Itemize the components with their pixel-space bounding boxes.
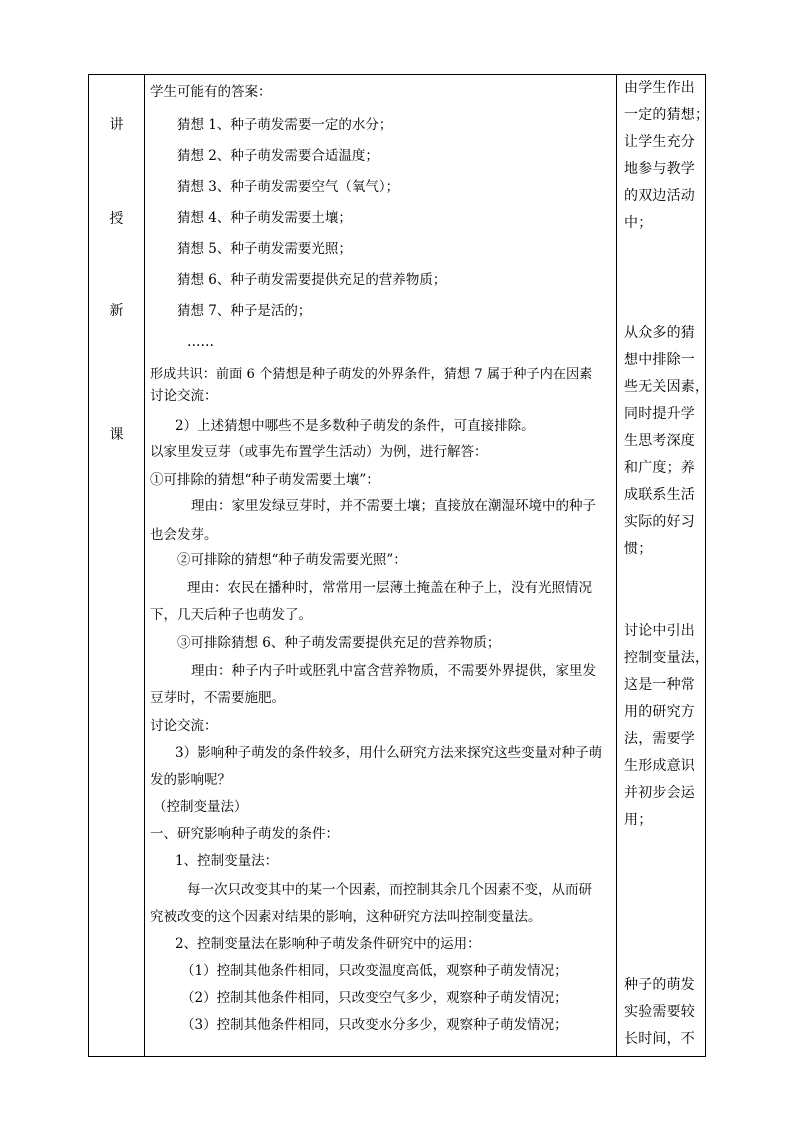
text-line: 理由：家里发绿豆芽时，并不需要土壤；直接放在潮湿环境中的种子 <box>191 498 596 514</box>
text-line: （控制变量法） <box>153 799 248 815</box>
note-line: 控制变量法， <box>624 650 710 666</box>
text-line: 2）上述猜想中哪些不是多数种子萌发的条件，可直接排除。 <box>175 418 535 434</box>
note-line: 中； <box>624 215 653 231</box>
text-line: 下，几天后种子也萌发了。 <box>150 607 312 623</box>
note-line: 种子的萌发 <box>624 977 695 993</box>
text-line: 究被改变的这个因素对结果的影响，这种研究方法叫控制变量法。 <box>150 909 542 925</box>
column-divider <box>616 75 617 1056</box>
note-line: 生形成意识 <box>624 758 695 774</box>
note-line: 用； <box>624 812 653 828</box>
note-line: 些无关因素， <box>624 379 710 395</box>
section-char: 讲 <box>109 117 124 133</box>
text-line: 猜想 4、种子萌发需要土壤； <box>177 210 352 226</box>
note-line: 实际的好习 <box>624 514 695 530</box>
note-line: 惯； <box>624 541 653 557</box>
text-line: 以家里发豆芽（或事先布置学生活动）为例，进行解答： <box>150 444 488 460</box>
note-line: 实验需要较 <box>624 1004 695 1020</box>
note-line: 的双边活动 <box>624 188 695 204</box>
section-char: 新 <box>109 303 124 319</box>
note-line: 用的研究方 <box>624 704 695 720</box>
section-char: 课 <box>109 427 124 443</box>
note-line: 法，需要学 <box>624 731 695 747</box>
note-line: 长时间，不 <box>624 1031 695 1047</box>
text-line: 形成共识：前面 6 个猜想是种子萌发的外界条件，猜想 7 属于种子内在因素 <box>150 367 593 382</box>
text-line: 一、研究影响种子萌发的条件： <box>150 826 339 842</box>
text-line: 发的影响呢？ <box>150 772 231 788</box>
text-line: 猜想 5、种子萌发需要光照； <box>177 241 352 257</box>
note-line: 这是一种常 <box>624 677 695 693</box>
text-line: （1）控制其他条件相同，只改变温度高低，观察种子萌发情况； <box>181 963 568 979</box>
note-line: 一定的猜想； <box>624 107 710 123</box>
note-line: 由学生作出 <box>624 80 695 96</box>
text-line: …… <box>187 334 214 350</box>
text-line: 3）影响种子萌发的条件较多，用什么研究方法来探究这些变量对种子萌 <box>175 745 603 761</box>
text-line: 豆芽时，不需要施肥。 <box>150 690 285 706</box>
note-line: 讨论中引出 <box>624 623 695 639</box>
section-char: 授 <box>109 211 124 227</box>
note-line: 地参与教学 <box>624 161 695 177</box>
text-line: （2）控制其他条件相同，只改变空气多少，观察种子萌发情况； <box>181 990 568 1006</box>
text-line: 猜想 2、种子萌发需要合适温度； <box>177 148 379 164</box>
text-line: 理由：种子内子叶或胚乳中富含营养物质，不需要外界提供，家里发 <box>191 663 596 679</box>
note-line: 和广度；养 <box>624 460 695 476</box>
text-line: 讨论交流： <box>150 388 218 404</box>
text-line: 每一次只改变其中的某一个因素，而控制其余几个因素不变，从而研 <box>187 882 592 898</box>
text-line: ①可排除的猜想“种子萌发需要土壤”： <box>150 472 380 488</box>
text-line: 猜想 7、种子是活的； <box>177 303 312 319</box>
text-line: 猜想 3、种子萌发需要空气（氧气）； <box>177 179 400 195</box>
note-line: 并初步会运 <box>624 785 695 801</box>
text-line: 学生可能有的答案： <box>150 84 272 100</box>
text-line: 1、控制变量法： <box>175 853 279 869</box>
text-line: 猜想 6、种子萌发需要提供充足的营养物质； <box>177 272 447 288</box>
text-line: 猜想 1、种子萌发需要一定的水分； <box>177 117 393 133</box>
text-line: 2、控制变量法在影响种子萌发条件研究中的运用： <box>175 936 481 952</box>
note-line: 同时提升学 <box>624 406 695 422</box>
text-line: 也会发芽。 <box>150 527 218 543</box>
text-line: ③可排除猜想 6、种子萌发需要提供充足的营养物质； <box>177 635 501 651</box>
note-line: 成联系生活 <box>624 487 695 503</box>
note-line: 生思考深度 <box>624 433 695 449</box>
text-line: 理由：农民在播种时，常常用一层薄土掩盖在种子上，没有光照情况 <box>187 580 592 596</box>
text-line: 讨论交流： <box>150 718 218 734</box>
note-line: 从众多的猜 <box>624 325 695 341</box>
text-line: （3）控制其他条件相同，只改变水分多少，观察种子萌发情况； <box>181 1017 568 1033</box>
text-line: ②可排除的猜想“种子萌发需要光照”： <box>177 552 407 568</box>
note-line: 想中排除一 <box>624 352 695 368</box>
note-line: 让学生充分 <box>624 134 695 150</box>
lesson-plan-table <box>88 74 710 1057</box>
column-divider <box>144 75 145 1056</box>
